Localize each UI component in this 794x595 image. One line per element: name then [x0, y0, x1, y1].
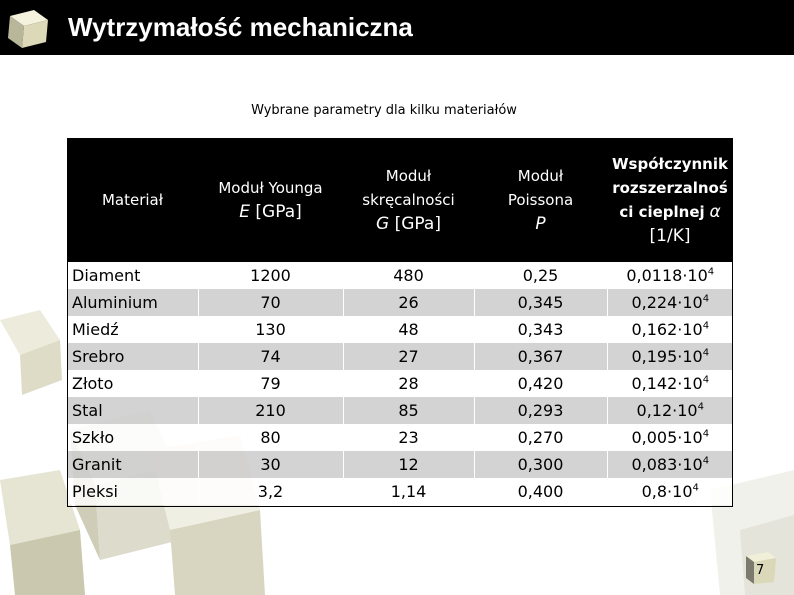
cell-shear-modulus: 85 [343, 397, 474, 424]
cell-shear-modulus: 1,14 [343, 478, 474, 505]
table-row [67, 451, 733, 478]
exponent: 4 [702, 455, 710, 467]
table-row [67, 289, 733, 316]
cell-shear-modulus: 480 [343, 262, 474, 289]
cell-material: Złoto [67, 370, 198, 397]
cell-young-modulus: 1200 [198, 262, 343, 289]
exponent: 4 [702, 374, 710, 386]
cube-logo-icon [4, 6, 54, 52]
cell-shear-modulus: 12 [343, 451, 474, 478]
exponent: 4 [702, 320, 710, 332]
cell-poisson-ratio: 0,400 [474, 478, 607, 505]
exponent: 4 [697, 401, 704, 413]
cell-shear-modulus: 27 [343, 343, 474, 370]
header-poisson-ratio: Moduł Poissona P [474, 138, 607, 262]
header-shear-modulus: Moduł skręcalności G [GPa] [343, 138, 474, 262]
table-row [67, 424, 733, 451]
cell-poisson-ratio: 0,270 [474, 424, 607, 451]
cell-young-modulus: 30 [198, 451, 343, 478]
cell-poisson-ratio: 0,343 [474, 316, 607, 343]
cell-poisson-ratio: 0,367 [474, 343, 607, 370]
cell-young-modulus: 70 [198, 289, 343, 316]
table-row [67, 316, 733, 343]
cell-material: Miedź [67, 316, 198, 343]
title-bar [0, 0, 794, 55]
cell-thermal-expansion: $0,142\cdot 10^4$ [607, 370, 733, 397]
table-row [67, 397, 733, 424]
cell-young-modulus: 130 [198, 316, 343, 343]
cell-poisson-ratio: 0,293 [474, 397, 607, 424]
exponent: 4 [702, 293, 710, 305]
cell-young-modulus: 3,2 [198, 478, 343, 505]
cell-young-modulus: 79 [198, 370, 343, 397]
cell-poisson-ratio: 0,345 [474, 289, 607, 316]
table-row [67, 478, 733, 505]
exponent: 4 [702, 428, 710, 440]
table-row [67, 262, 733, 289]
cell-shear-modulus: 26 [343, 289, 474, 316]
cell-young-modulus: 210 [198, 397, 343, 424]
cell-material: Aluminium [67, 289, 198, 316]
cell-thermal-expansion: $0,005\cdot 10^4$ [607, 424, 733, 451]
cell-shear-modulus: 28 [343, 370, 474, 397]
cell-thermal-expansion: $0,195\cdot 10^4$ [607, 343, 733, 370]
cell-material: Stal [67, 397, 198, 424]
cell-material: Szkło [67, 424, 198, 451]
cell-material: Granit [67, 451, 198, 478]
table-caption: Wybrane parametry dla kilku materiałów [251, 103, 517, 118]
cell-poisson-ratio: 0,300 [474, 451, 607, 478]
table-row [67, 370, 733, 397]
cell-thermal-expansion: $0,083\cdot 10^4$ [607, 451, 733, 478]
cell-poisson-ratio: 0,25 [474, 262, 607, 289]
cell-material: Diament [67, 262, 198, 289]
exponent: 4 [702, 347, 710, 359]
slide-title: Wytrzymałość mechaniczna [68, 12, 413, 42]
page-number: 7 [756, 563, 765, 578]
cell-thermal-expansion: $0,12\cdot 10^4$ [607, 397, 733, 424]
cell-young-modulus: 74 [198, 343, 343, 370]
cell-young-modulus: 80 [198, 424, 343, 451]
header-young-modulus: Moduł Younga E [GPa] [198, 138, 343, 262]
exponent: 4 [707, 266, 715, 278]
exponent: 4 [692, 482, 699, 494]
cell-shear-modulus: 23 [343, 424, 474, 451]
cell-thermal-expansion: $0,8\cdot 10^4$ [607, 478, 733, 505]
cell-material: Pleksi [67, 478, 198, 505]
table-row [67, 343, 733, 370]
cell-thermal-expansion: $0,224\cdot 10^4$ [607, 289, 733, 316]
header-thermal-expansion: Współczynnik rozszerzalnoś ci cieplnej α [1/K] [607, 138, 733, 262]
materials-table [67, 138, 733, 505]
cell-thermal-expansion: $0,162\cdot 10^4$ [607, 316, 733, 343]
header-material: Materiał [67, 138, 198, 262]
cell-poisson-ratio: 0,420 [474, 370, 607, 397]
cell-material: Srebro [67, 343, 198, 370]
cell-shear-modulus: 48 [343, 316, 474, 343]
table-header-row [67, 138, 733, 262]
cell-thermal-expansion: $0,0118\cdot 10^4$ [607, 262, 733, 289]
